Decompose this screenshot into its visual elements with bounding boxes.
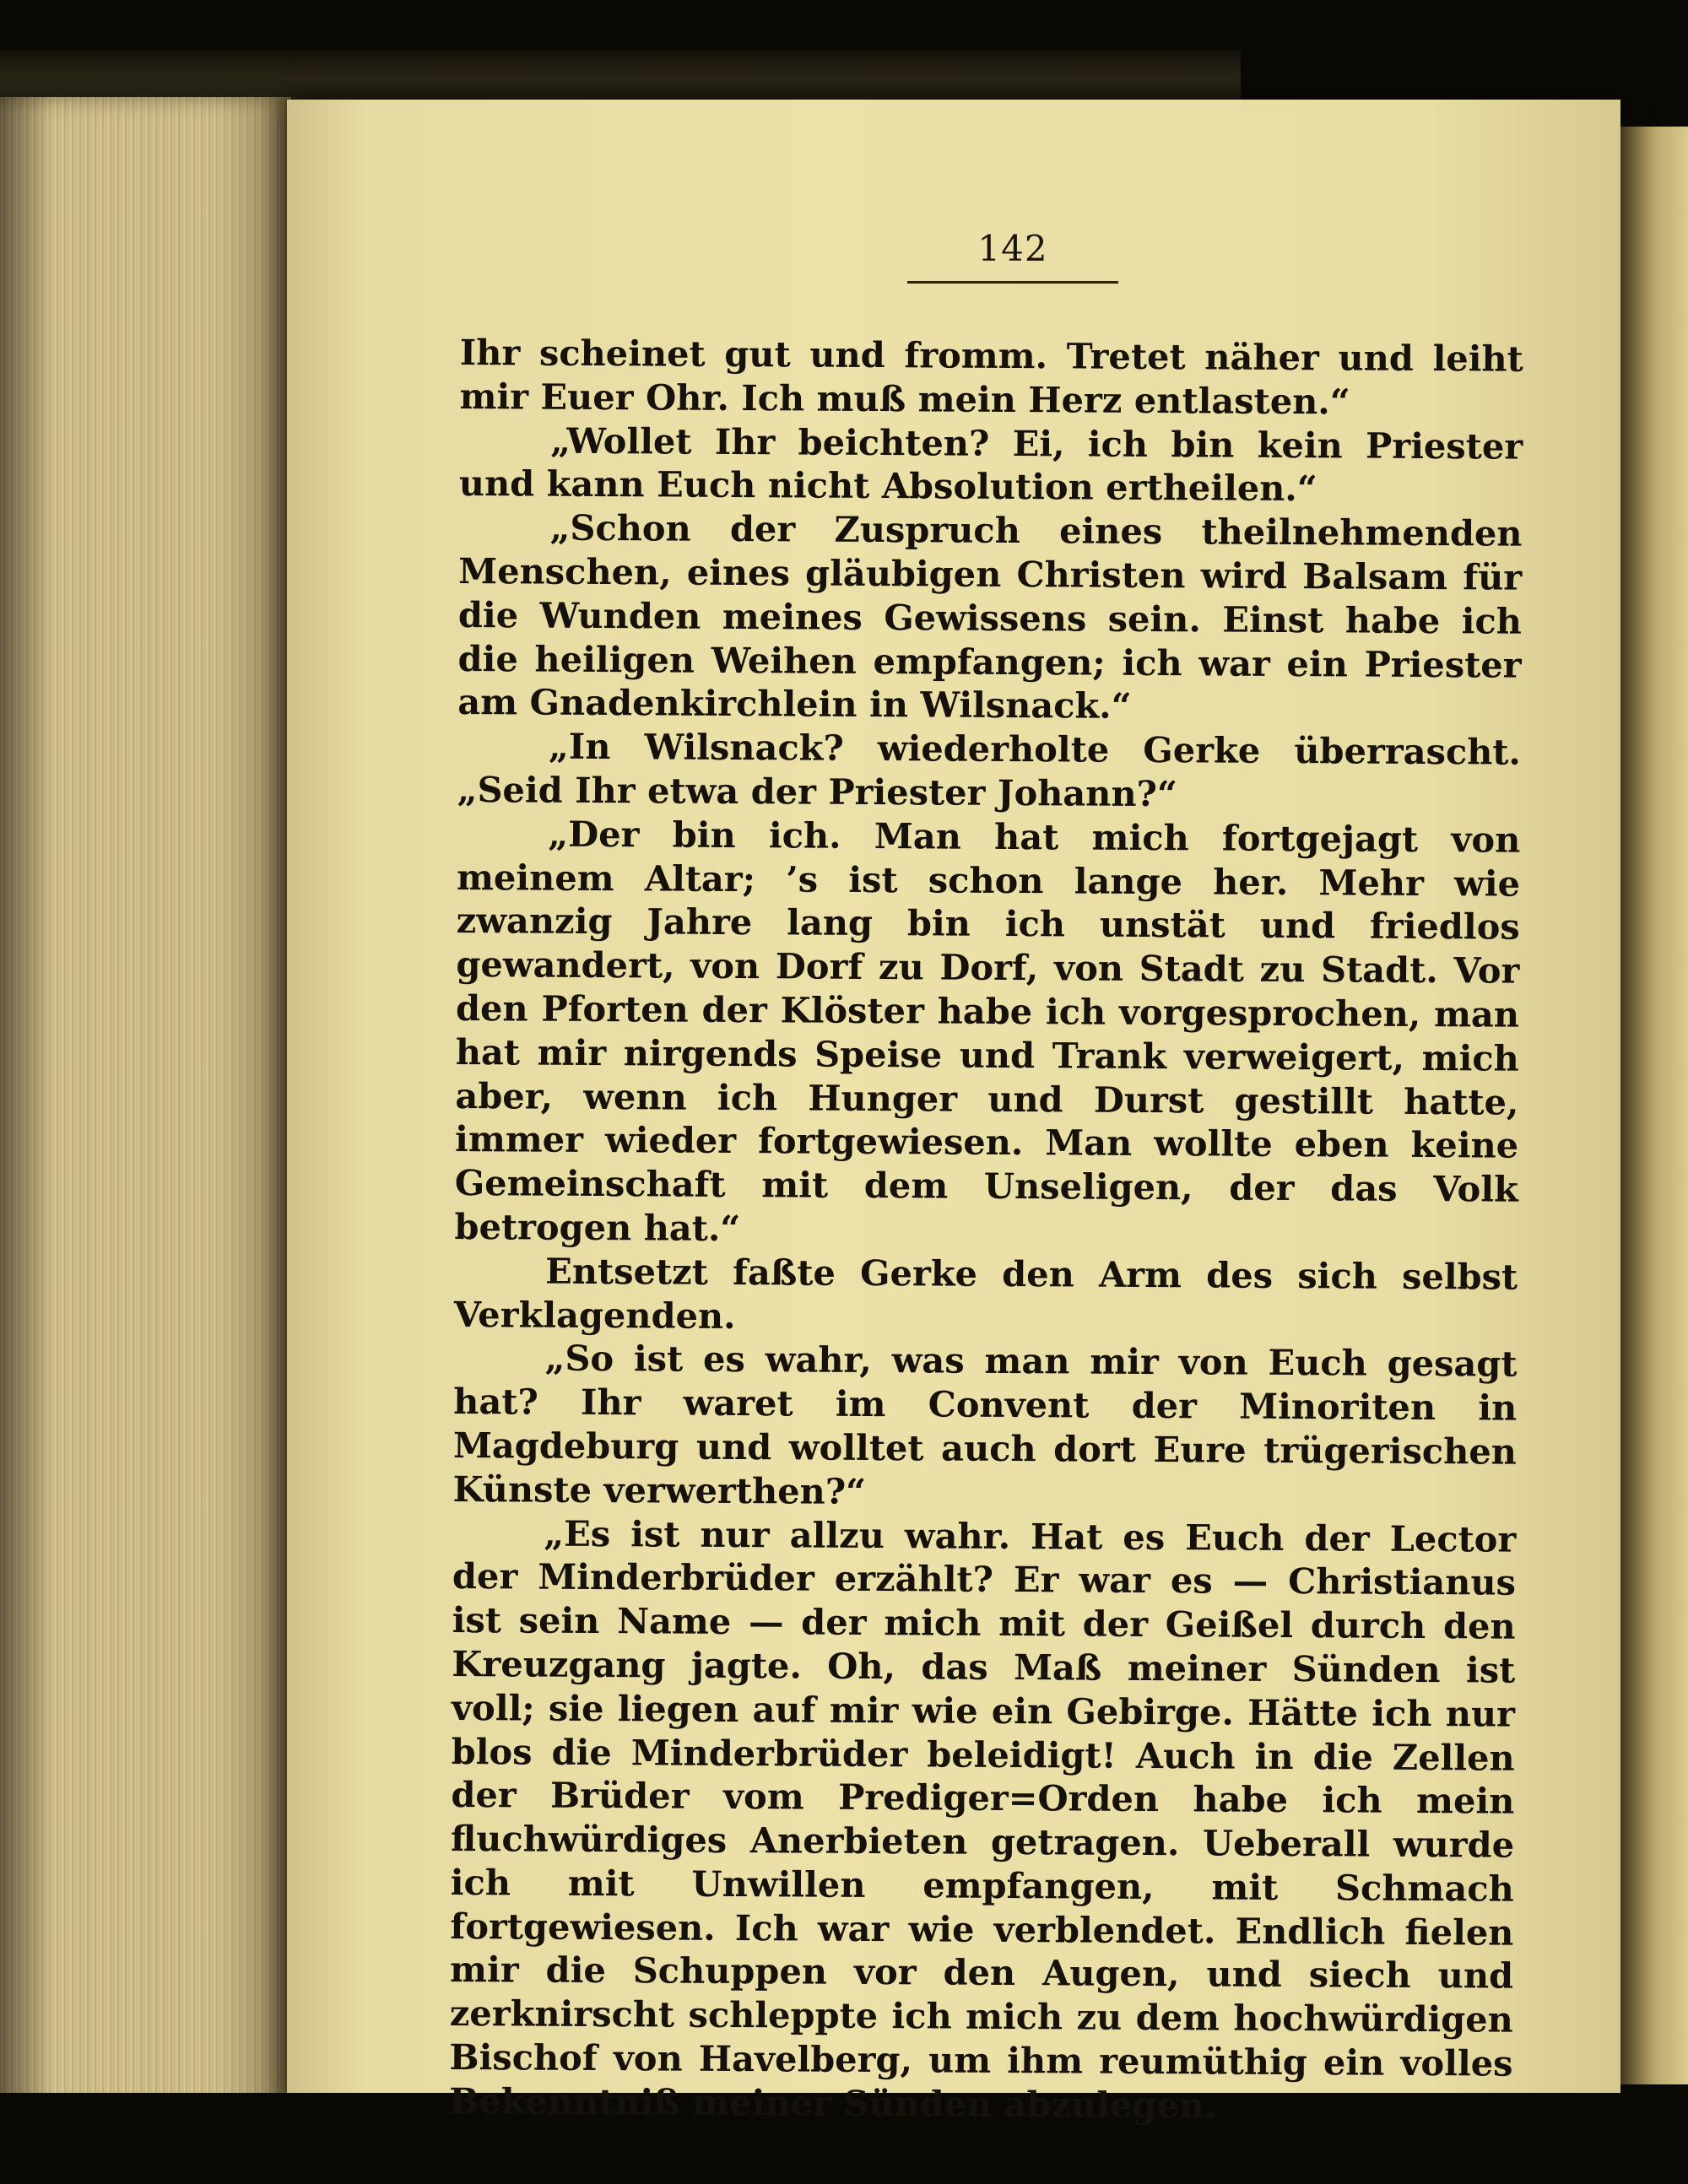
paragraph: „So ist es wahr, was man mir von Euch gesagt hat? Ihr waret im Convent der Minoriten in Magdeburg und wolltet auch dort Eure trügerischen Künste verwerthen?“ (452, 1337, 1518, 1512)
paragraph: Entsetzt faßte Gerke den Arm des sich selbst Verklagenden. (453, 1250, 1518, 1337)
page-number-rule (907, 281, 1118, 284)
body-text (449, 331, 1523, 2129)
page-number: 142 (977, 228, 1048, 269)
paragraph: „Wollet Ihr beichten? Ei, ich bin kein Priester und kann Euch nicht Absolution ertheilen.“ (458, 419, 1523, 510)
paragraph: „In Wilsnack? wiederholte Gerke überrascht. „Seid Ihr etwa der Priester Johann?“ (457, 725, 1522, 815)
paragraph: „Der bin ich. Man hat mich fortgejagt von meinem Altar; ’s ist schon lange her. Mehr wie zwanzig Jahre lang bin ich unstät und friedlos gewandert, von Dorf zu Dorf, von Stadt zu Stadt. Vor den Pforten der Klöster habe ich vorgesprochen, man hat mir nirgends Speise und Trank verweigert, mich aber, wenn ich Hunger und Durst gestillt hatte, immer wieder fortgewiesen. Man wollte eben keine Gemeinschaft mit dem Unseligen, der das Volk betrogen hat.“ (454, 813, 1521, 1249)
paragraph: „Es ist nur allzu wahr. Hat es Euch der Lector der Minderbrüder erzählt? Er war es — Christianus ist sein Name — der mich mit der Geißel durch den Kreuzgang jagte. Oh, das Maß meiner Sünden ist voll; sie liegen auf mir wie ein Gebirge. Hätte ich nur blos die Minderbrüder beleidigt! Auch in die Zellen der Brüder vom Prediger=Orden habe ich mein fluchwürdiges Anerbieten getragen. Ueberall wurde ich mit Unwillen empfangen, mit Schmach fortgewiesen. Ich war wie verblendet. Endlich fielen mir die Schuppen vor den Augen, und siech und zerknirscht schleppte ich mich zu dem hochwürdigen Bischof von Havelberg, um ihm reumüthig ein volles Bekenntniß meiner Sünden abzulegen. (449, 1512, 1517, 2127)
page-edges (0, 97, 291, 2169)
paragraph: Ihr scheinet gut und fromm. Tretet näher und leiht mir Euer Ohr. Ich muß mein Herz entlasten.“ (459, 331, 1523, 423)
paragraph: „Schon der Zuspruch eines theilnehmenden Menschen, eines gläubigen Christen wird Balsam für die Wunden meines Gewissens sein. Einst habe ich die heiligen Weihen empfangen; ich war ein Priester am Gnadenkirchlein in Wilsnack.“ (457, 506, 1523, 727)
